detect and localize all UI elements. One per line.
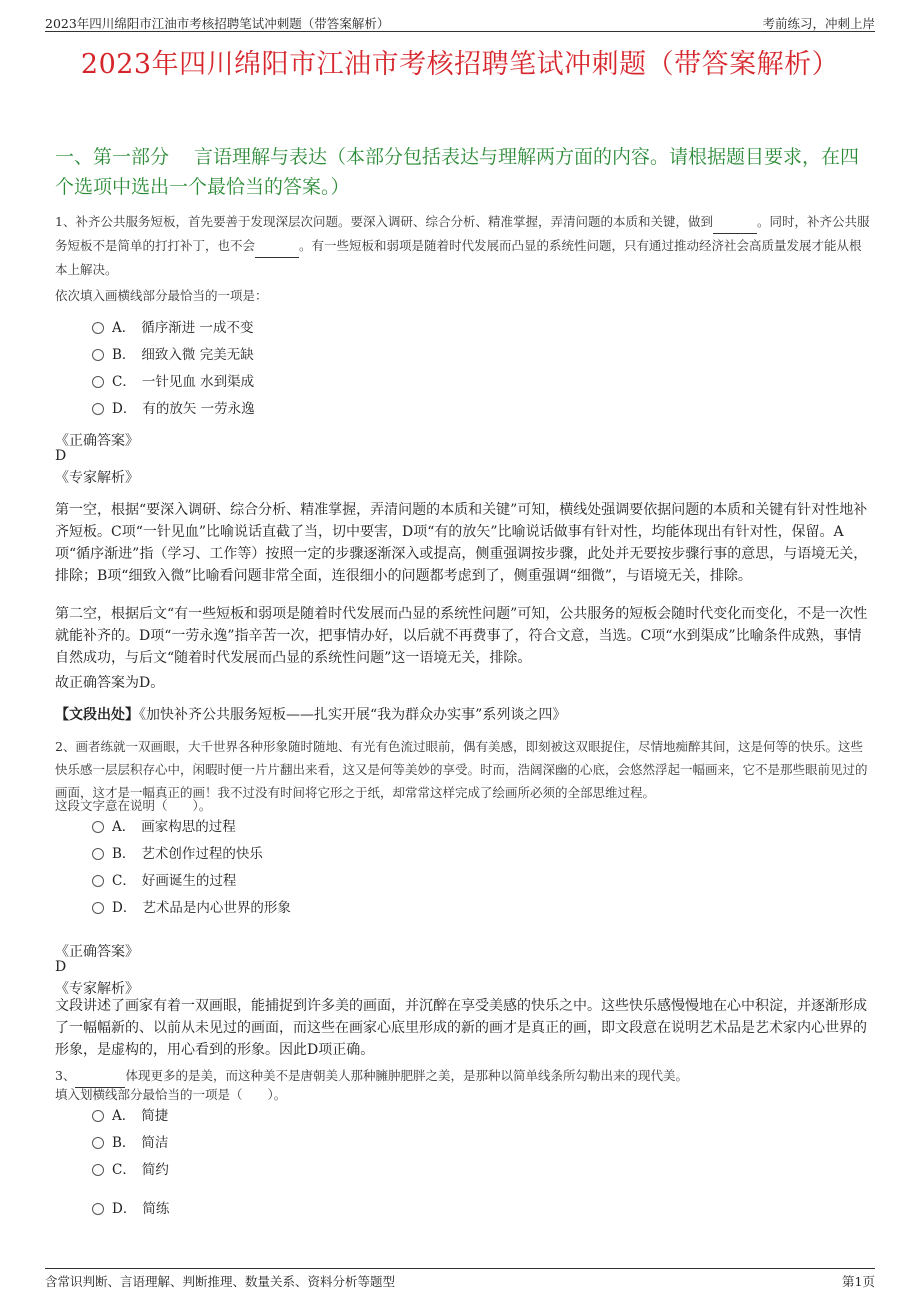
radio-icon[interactable] [92,1164,104,1176]
q2-stem: 2、画者练就一双画眼，大千世界各种形象随时随地、有光有色流过眼前，偶有美感，即刻被这双眼捉住，尽情地痴醉其间，这是何等的快乐。这些快乐感一层层积存心中，闲暇时便一片片翻出来看，这又是何等美妙的享受。时而，浩阔深幽的心底，会悠然浮起一幅画来，它不是那些眼前见过的画面，这才是一幅真正的画！我不过没有时间将它形之于纸，却常常这样完成了绘画所必须的全部思维过程。 [55,739,868,800]
footer-note: 含常识判断、言语理解、判断推理、数量关系、资料分析等题型 [45,1274,396,1289]
radio-icon[interactable] [92,376,104,388]
q1-option-b[interactable]: B． 细致入微 完美无缺 [92,345,254,365]
q2-option-d[interactable]: D． 艺术品是内心世界的形象 [92,898,291,918]
q1-conclusion: 故正确答案为D。 [55,675,165,691]
radio-icon[interactable] [92,349,104,361]
header-divider [45,31,875,32]
q1-answer-label: 《正确答案》 [55,433,139,449]
radio-icon[interactable] [92,821,104,833]
page-header [45,10,875,30]
q1-analysis-p2: 第二空，根据后文“有一些短板和弱项是随着时代发展而凸显的系统性问题”可知，公共服务的短板会随时代变化而变化，不是一次性就能补齐的。D项“一劳永逸”指辛苦一次，把事情办好，以后就不再费事了，符合文意，当选。C项“水到渠成”比喻条件成熟，事情自然成功，与后文“随着时代发展而凸显的系统性问题”这一语境无关，排除。 [55,606,868,666]
radio-icon[interactable] [92,1203,104,1215]
q3-option-d[interactable]: D． 简练 [92,1199,169,1219]
q1-prompt: 依次填入画横线部分最恰当的一项是： [55,288,268,303]
q1-analysis-p1: 第一空，根据“要深入调研、综合分析、精准掌握，弄清问题的本质和关键”可知，横线处强调要依据问题的本质和关键有针对性地补齐短板。C项“一针见血”比喻说话直截了当，切中要害，D项“有的放矢”比喻说话做事有针对性，均能体现出有针对性，保留。A项“循序渐进”指（学习、工作等）按照一定的步骤逐渐深入或提高，侧重强调按步骤，此处并无要按步骤行事的意思，与语境无关，排除；B项“细致入微”比喻看问题非常全面，连很细小的问题都考虑到了，侧重强调“细微”，与语境无关，排除。 [55,502,868,584]
footer-divider [45,1268,875,1269]
q1-blank-1 [713,210,757,234]
q1-option-c[interactable]: C． 一针见血 水到渠成 [92,372,254,392]
radio-icon[interactable] [92,403,104,415]
q3-prompt: 填入划横线部分最恰当的一项是（ ）。 [55,1087,287,1102]
q2-answer: D [55,959,67,975]
q2-analysis-label: 《专家解析》 [55,981,139,997]
radio-icon[interactable] [92,1110,104,1122]
radio-icon[interactable] [92,848,104,860]
q2-option-a[interactable]: A． 画家构思的过程 [92,817,236,837]
q2-option-b[interactable]: B． 艺术创作过程的快乐 [92,844,263,864]
radio-icon[interactable] [92,322,104,334]
header-doc-title: 2023年四川绵阳市江油市考核招聘笔试冲刺题（带答案解析） [45,16,390,31]
q3-stem: 3、 体现更多的是美，而这种美不是唐朝美人那种臃肿肥胖之美，是那种以简单线条所勾勒出来的现代美。 [55,1064,870,1088]
q1-source: 【文段出处】《加快补齐公共服务短板——扎实开展“我为群众办实事”系列谈之四》 [55,707,567,723]
q3-option-a[interactable]: A． 简捷 [92,1106,168,1126]
q2-analysis: 文段讲述了画家有着一双画眼，能捕捉到许多美的画面，并沉醉在享受美感的快乐之中。这些快乐感慢慢地在心中积淀，并逐渐形成了一幅幅新的、以前从未见过的画面，而这些在画家心底里形成的新的画才是真正的画，即文段意在说明艺术品是艺术家内心世界的形象，是虚构的，用心看到的形象。因此D项正确。 [55,998,867,1058]
q1-answer: D [55,448,67,464]
q1-option-a[interactable]: A． 循序渐进 一成不变 [92,318,254,338]
q2-prompt: 这段文字意在说明（ ）。 [55,798,212,813]
q1-blank-2 [255,234,299,258]
header-slogan: 考前练习，冲刺上岸 [762,16,875,31]
radio-icon[interactable] [92,875,104,887]
q1-option-d[interactable]: D． 有的放矢 一劳永逸 [92,399,255,419]
q3-option-c[interactable]: C． 简约 [92,1160,169,1180]
q3-option-b[interactable]: B． 简洁 [92,1133,168,1153]
section-heading: 一、第一部分 言语理解与表达（本部分包括表达与理解两方面的内容。请根据题目要求，在四个选项中选出一个最恰当的答案。） [55,146,860,198]
radio-icon[interactable] [92,1137,104,1149]
q1-analysis-label: 《专家解析》 [55,470,139,486]
page-number: 第1页 [842,1274,875,1289]
q2-option-c[interactable]: C． 好画诞生的过程 [92,871,236,891]
q2-answer-label: 《正确答案》 [55,944,139,960]
page-title: 2023年四川绵阳市江油市考核招聘笔试冲刺题（带答案解析） [80,49,840,80]
q1-stem: 1、补齐公共服务短板，首先要善于发现深层次问题。要深入调研、综合分析、精准掌握，弄清问题的本质和关键，做到 。同时，补齐公共服务短板不是简单的打打补丁，也不会 。有一些短板和弱项是随着时代发展而凸显的系统性问题，只有通过推动经济社会高质量发展才能从根本上解决。 [55,210,870,281]
radio-icon[interactable] [92,902,104,914]
